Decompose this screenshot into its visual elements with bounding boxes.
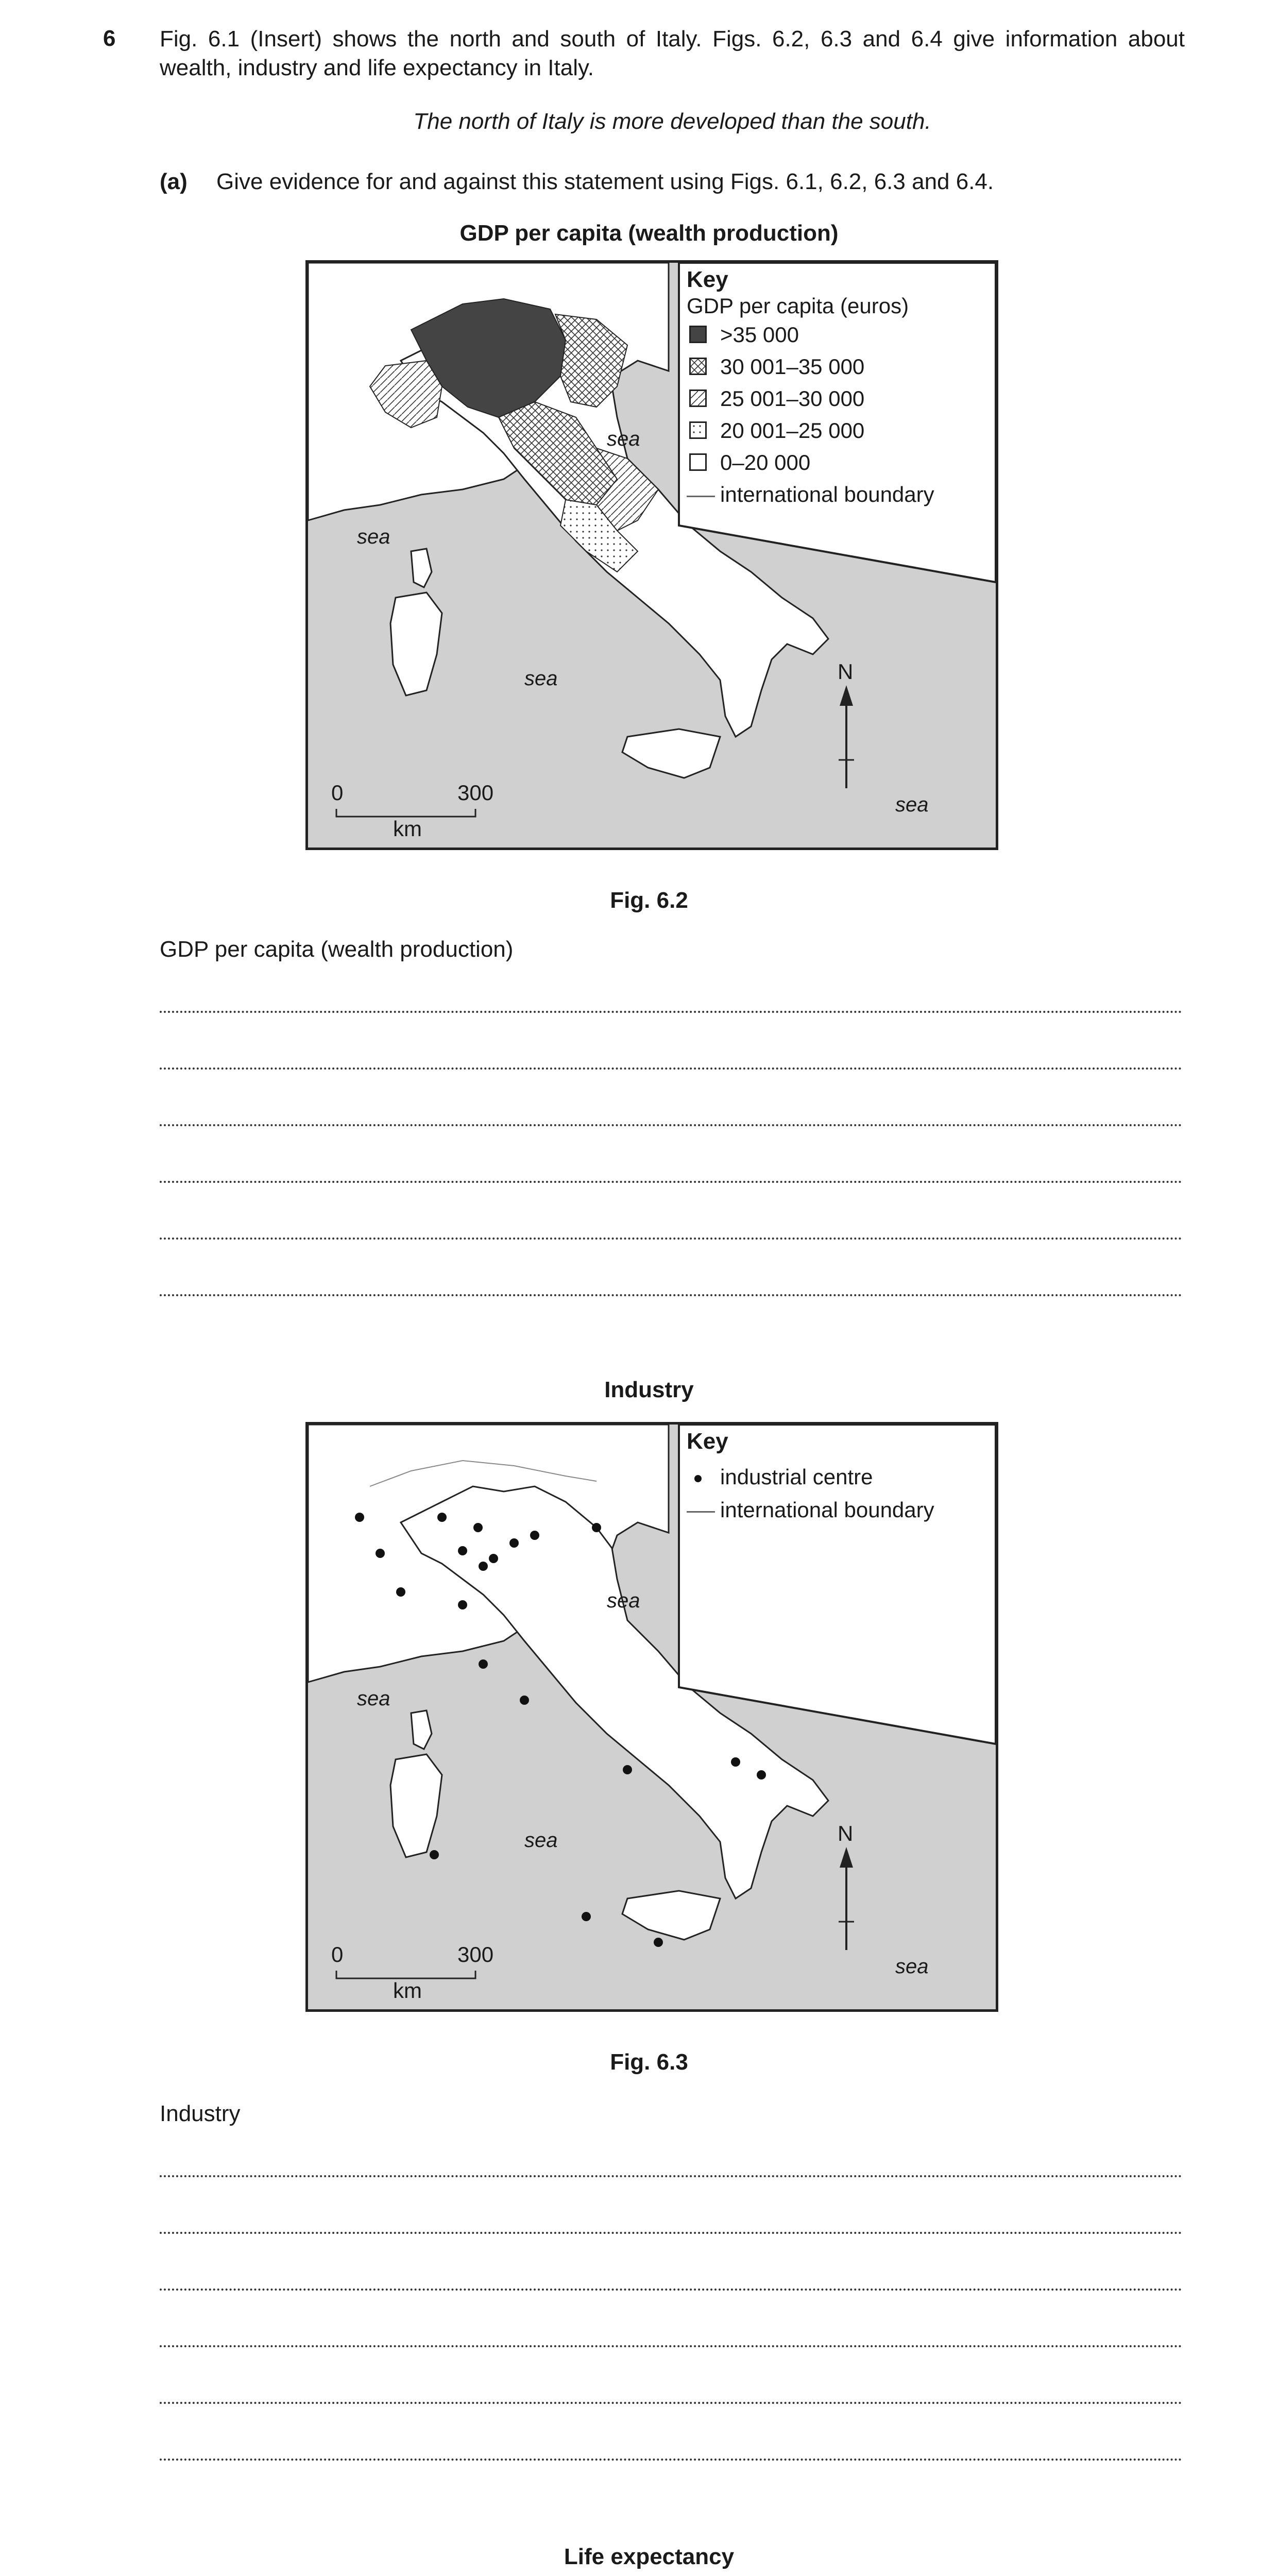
answer-line-1[interactable] xyxy=(160,1011,1182,1013)
fig63-key-title: Key xyxy=(687,1429,728,1454)
industrial-centre-dot xyxy=(623,1765,632,1774)
fig62-sardinia xyxy=(390,592,442,696)
fig62-key-item-6: international boundary xyxy=(720,482,934,506)
part-a-text: Give evidence for and against this statement using Figs. 6.1, 6.2, 6.3 and 6.4. xyxy=(216,169,994,194)
fig62-caption: Fig. 6.2 xyxy=(610,888,688,913)
fig63-sardinia xyxy=(390,1754,442,1857)
fig63-map xyxy=(305,1422,998,2012)
fig63-key-item-1: industrial centre xyxy=(720,1465,873,1489)
industrial-centre-dot xyxy=(430,1850,439,1859)
fig63-caption: Fig. 6.3 xyxy=(610,2049,688,2075)
fig63-corsica xyxy=(411,1710,432,1749)
fig63-answer-heading: Industry xyxy=(160,2101,241,2126)
fig62-key-item-1: >35 000 xyxy=(720,323,799,347)
fig62-key-item-2: 30 001–35 000 xyxy=(720,354,865,379)
statement: The north of Italy is more developed than the south. xyxy=(413,109,931,134)
answer-line-6[interactable] xyxy=(160,1294,1182,1296)
fig62-sea-4: sea xyxy=(895,793,929,816)
answer-line-10[interactable] xyxy=(160,2345,1182,2347)
industrial-centre-dot xyxy=(479,1562,488,1571)
fig62-scale-max: 300 xyxy=(457,781,494,805)
fig63-scale-zero: 0 xyxy=(331,1942,344,1967)
industrial-centre-dot xyxy=(473,1523,483,1532)
fig62-key-item-5: 0–20 000 xyxy=(720,450,811,474)
fig63-scale-max: 300 xyxy=(457,1942,494,1967)
fig62-key-swatch-1 xyxy=(689,326,707,343)
industrial-centre-dot xyxy=(530,1531,539,1540)
fig62-sea-2: sea xyxy=(357,526,390,548)
fig62-key-swatch-3 xyxy=(689,389,707,407)
fig62-key-item-4: 20 001–25 000 xyxy=(720,418,865,443)
industrial-centre-dot xyxy=(489,1554,498,1563)
answer-line-2[interactable] xyxy=(160,1067,1182,1070)
industrial-centre-dot xyxy=(437,1513,447,1522)
fig62-scale-unit: km xyxy=(393,817,422,841)
fig62-key-swatch-4 xyxy=(689,421,707,439)
answer-line-8[interactable] xyxy=(160,2232,1182,2234)
industrial-centre-dot xyxy=(479,1659,488,1669)
industrial-centre-dot xyxy=(509,1538,519,1548)
fig62-answer-heading: GDP per capita (wealth production) xyxy=(160,937,514,962)
fig64-title: Life expectancy xyxy=(564,2544,735,2569)
fig62-corsica xyxy=(411,549,432,587)
fig63-sea-4: sea xyxy=(895,1955,929,1978)
fig63-sea-2: sea xyxy=(357,1687,390,1710)
fig62-sea-1: sea xyxy=(607,428,640,450)
fig62-sea-3: sea xyxy=(524,667,558,690)
fig63-key-item-2: international boundary xyxy=(720,1498,934,1522)
industrial-centre-dot xyxy=(376,1549,385,1558)
answer-line-5[interactable] xyxy=(160,1238,1182,1240)
fig62-key-swatch-2 xyxy=(689,358,707,375)
answer-line-11[interactable] xyxy=(160,2402,1182,2404)
fig63-sea-3: sea xyxy=(524,1829,558,1852)
industrial-centre-dot xyxy=(582,1912,591,1921)
industrial-centre-dot xyxy=(458,1600,467,1609)
answer-line-7[interactable] xyxy=(160,2175,1182,2177)
question-number: 6 xyxy=(103,26,116,51)
fig62-key-title: Key xyxy=(687,267,728,292)
industrial-centre-dot xyxy=(458,1546,467,1555)
fig62-scale-zero: 0 xyxy=(331,781,344,805)
question-intro: Fig. 6.1 (Insert) shows the north and south of Italy. Figs. 6.2, 6.3 and 6.4 give information about wealth, industry and life expectancy in Italy. xyxy=(160,26,1185,80)
answer-line-3[interactable] xyxy=(160,1124,1182,1126)
fig62-map xyxy=(305,260,998,850)
industrial-centre-dot xyxy=(520,1696,529,1705)
fig62-title: GDP per capita (wealth production) xyxy=(459,221,839,246)
industrial-centre-dot xyxy=(592,1523,601,1532)
fig62-key-subtitle: GDP per capita (euros) xyxy=(687,294,909,318)
answer-line-9[interactable] xyxy=(160,2289,1182,2291)
fig62-key-swatch-5 xyxy=(689,453,707,471)
fig63-key-line xyxy=(687,1511,715,1513)
fig63-key-dot xyxy=(694,1475,702,1482)
industrial-centre-dot xyxy=(654,1938,663,1947)
fig62-sicily xyxy=(622,729,720,778)
fig62-key-line xyxy=(687,496,715,497)
fig63-sea-1: sea xyxy=(607,1589,640,1612)
part-a-label: (a) xyxy=(160,169,188,194)
fig63-sicily xyxy=(622,1891,720,1940)
fig63-title: Industry xyxy=(604,1377,694,1402)
industrial-centre-dot xyxy=(731,1757,740,1767)
fig62-key-item-3: 25 001–30 000 xyxy=(720,386,865,411)
answer-line-12[interactable] xyxy=(160,2459,1182,2461)
industrial-centre-dot xyxy=(757,1770,766,1780)
fig62-north-label: N xyxy=(838,659,854,684)
fig63-north-label: N xyxy=(838,1821,854,1845)
answer-line-4[interactable] xyxy=(160,1181,1182,1183)
industrial-centre-dot xyxy=(396,1587,405,1597)
fig63-scale-unit: km xyxy=(393,1978,422,2003)
industrial-centre-dot xyxy=(355,1513,364,1522)
